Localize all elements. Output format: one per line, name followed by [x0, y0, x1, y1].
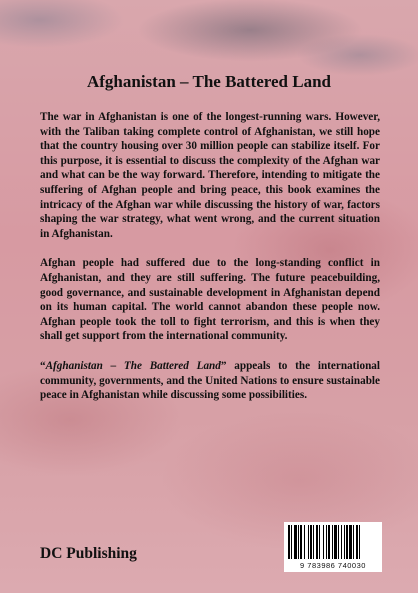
- blurb-paragraph-3: [40, 359, 380, 403]
- back-cover-blurb: [40, 110, 380, 418]
- book-title: Afghanistan – The Battered Land: [86, 72, 332, 91]
- publisher-name: DC Publishing: [40, 545, 137, 562]
- blurb-paragraph-1: The war in Afghanistan is one of the longest-running wars. However, with the Taliban taking complete control of Afghanistan, we still hope that the country housing over 30 million people can stabilize itself. For this purpose, it is essential to discuss the complexity of the Afghan war and what can be the way forward. Therefore, intending to mitigate the suffering of Afghan people and bring peace, this book examines the intricacy of the Afghan war while discussing the history of war, factors shaping the war strategy, what went wrong, and the current situation in Afghanistan.: [40, 111, 380, 240]
- closing-text: ” appeals to the international community, governments, and the United Nations to ensure sustainable peace in Afghanistan while discussing some possibilities.: [40, 359, 380, 402]
- barcode-bars: [288, 525, 378, 559]
- isbn-barcode: [284, 522, 382, 572]
- barcode-number: 9 783986 740030: [300, 561, 366, 570]
- italic-book-title: Afghanistan – The Battered Land: [45, 359, 221, 372]
- blurb-paragraph-2: Afghan people had suffered due to the long-standing conflict in Afghanistan, and they are still suffering. The future peacebuilding, good governance, and sustainable development in Afghanistan depend on its human capital. The world cannot abandon these people now. Afghan people took the toll to fight terrorism, and this is when they shall get support from the international community.: [40, 257, 380, 343]
- open-quote: “: [40, 359, 46, 372]
